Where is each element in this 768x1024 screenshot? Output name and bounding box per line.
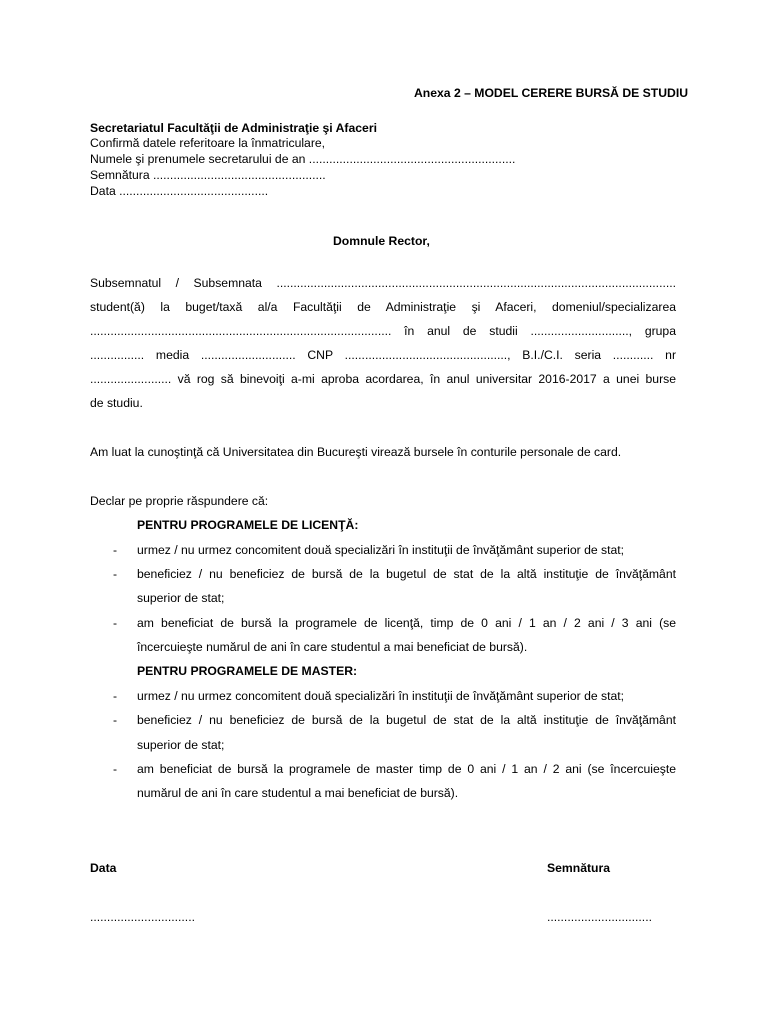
request-line-5: ........................ vă rog să binevoiţi a-mi aproba acordarea, în anul universitar 2016-2017 a unei burse bbox=[90, 372, 676, 386]
master-item-years: am beneficiat de bursă la programele de master timp de 0 ani / 1 an / 2 ani (se încercuieşte bbox=[137, 762, 676, 776]
master-item-other-scholarship-cont: superior de stat; bbox=[137, 738, 225, 752]
salutation: Domnule Rector, bbox=[333, 234, 430, 248]
bullet-dash: - bbox=[113, 616, 118, 630]
request-line-3: ......................................................................................... în anul de studii ............................., grupa bbox=[90, 324, 676, 338]
master-section-title: PENTRU PROGRAMELE DE MASTER: bbox=[137, 664, 358, 678]
master-item-other-scholarship: beneficiez / nu beneficiez de bursă de la bugetul de stat de la altă instituţie de învăţământ bbox=[137, 713, 676, 727]
licenta-item-other-scholarship-cont: superior de stat; bbox=[137, 591, 225, 605]
annex-title: Anexa 2 – MODEL CERERE BURSĂ DE STUDIU bbox=[414, 86, 689, 100]
secretariat-confirm: Confirmă datele referitoare la înmatriculare, bbox=[90, 136, 326, 150]
licenta-item-years: am beneficiat de bursă la programele de licenţă, timp de 0 ani / 1 an / 2 ani / 3 ani (se bbox=[137, 616, 676, 630]
bullet-dash: - bbox=[113, 543, 118, 557]
bullet-dash: - bbox=[113, 689, 118, 703]
licenta-section-title: PENTRU PROGRAMELE DE LICENŢĂ: bbox=[137, 518, 359, 532]
request-line-1: Subsemnatul / Subsemnata ...................................................................................................................... bbox=[90, 276, 676, 290]
footer-date-label: Data bbox=[90, 861, 117, 875]
bullet-dash: - bbox=[113, 567, 118, 581]
licenta-item-other-scholarship: beneficiez / nu beneficiez de bursă de la bugetul de stat de la altă instituţie de învăţământ bbox=[137, 567, 676, 581]
licenta-item-concurrent: urmez / nu urmez concomitent două specializări în instituţii de învăţământ superior de stat; bbox=[137, 543, 625, 557]
declaration-intro: Declar pe proprie răspundere că: bbox=[90, 494, 269, 508]
request-line-6: de studiu. bbox=[90, 396, 143, 410]
licenta-item-years-cont: încercuieşte numărul de ani în care studentul a mai beneficiat de bursă). bbox=[137, 640, 528, 654]
bullet-dash: - bbox=[113, 713, 118, 727]
footer-date-blank: ............................... bbox=[90, 910, 195, 924]
bullet-dash: - bbox=[113, 762, 118, 776]
footer-signature-blank: ............................... bbox=[547, 910, 652, 924]
secretary-date-field: Data ............................................ bbox=[90, 184, 269, 198]
secretary-name-field: Numele şi prenumele secretarului de an ............................................................. bbox=[90, 152, 516, 166]
master-item-concurrent: urmez / nu urmez concomitent două specializări în instituţii de învăţământ superior de stat; bbox=[137, 689, 625, 703]
master-item-years-cont: numărul de ani în care studentul a mai beneficiat de bursă). bbox=[137, 786, 459, 800]
request-line-2: student(ă) la buget/taxă al/a Facultăţii de Administraţie şi Afaceri, domeniul/specializarea bbox=[90, 300, 676, 314]
secretariat-title: Secretariatul Facultăţii de Administraţie şi Afaceri bbox=[90, 121, 377, 135]
request-line-4: ................ media ............................ CNP ................................................, B.I./C.I. seria ............ nr bbox=[90, 348, 676, 362]
card-payment-note: Am luat la cunoştinţă că Universitatea din Bucureşti virează bursele în conturile personale de card. bbox=[90, 445, 622, 459]
secretary-signature-field: Semnătura ................................................... bbox=[90, 168, 326, 182]
footer-signature-label: Semnătura bbox=[547, 861, 610, 875]
